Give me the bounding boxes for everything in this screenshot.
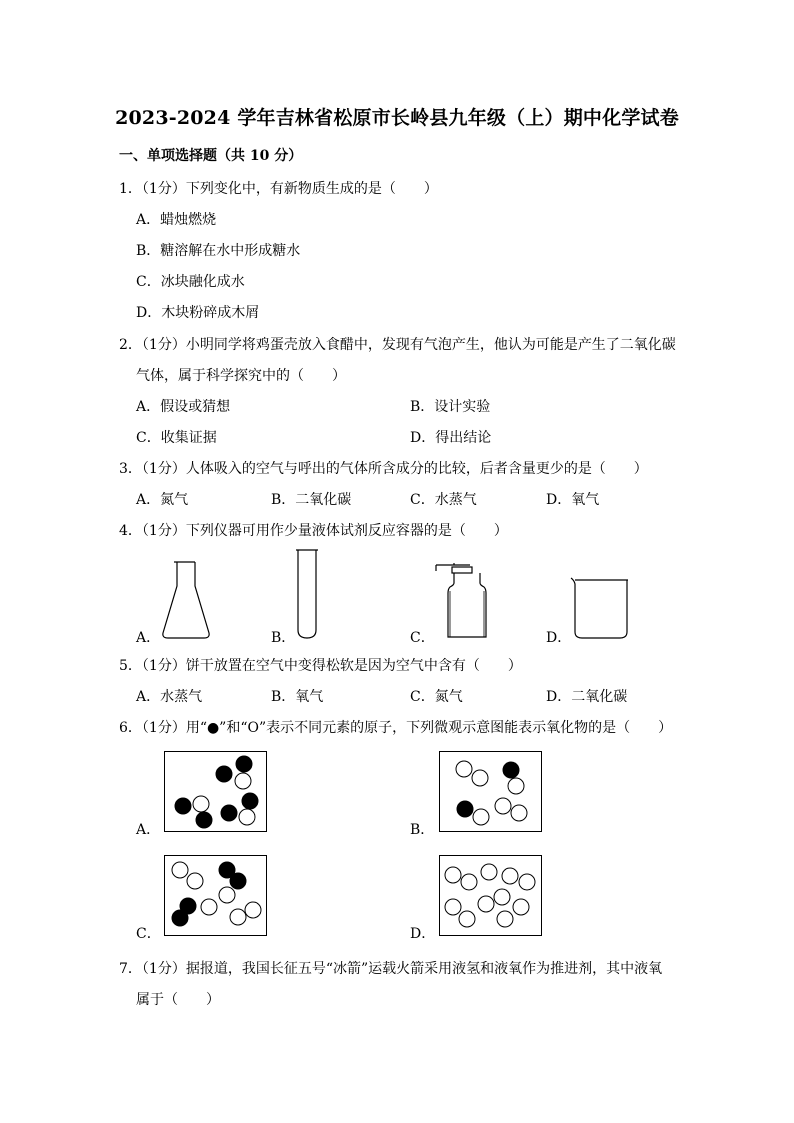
question-7-stem-line1: 7．（1分）据报道，我国长征五号“冰箭”运载火箭采用液氢和液氧作为推进剂，其中液氧 bbox=[119, 961, 663, 977]
question-2-option-c[interactable]: C．收集证据 bbox=[136, 430, 217, 446]
question-4-option-a[interactable]: A． bbox=[136, 630, 161, 646]
question-3-option-b[interactable]: B．二氧化碳 bbox=[271, 492, 352, 508]
question-5-option-a[interactable]: A．水蒸气 bbox=[136, 689, 203, 705]
question-2-option-a[interactable]: A．假设或猜想 bbox=[136, 399, 231, 415]
question-1-option-a[interactable]: A．蜡烛燃烧 bbox=[136, 212, 217, 228]
question-2-stem-line1: 2．（1分）小明同学将鸡蛋壳放入食醋中，发现有气泡产生，他认为可能是产生了二氧化碳 bbox=[119, 337, 676, 353]
question-5-stem: 5．（1分）饼干放置在空气中变得松软是因为空气中含有（ ） bbox=[119, 658, 522, 674]
question-6-stem: 6．（1分）用“●”和“O”表示不同元素的原子，下列微观示意图能表示氧化物的是（ ） bbox=[119, 720, 673, 736]
test-tube-icon bbox=[295, 548, 325, 642]
question-7-stem-line2: 属于（ ） bbox=[136, 992, 220, 1008]
question-1-option-d[interactable]: D．木块粉碎成木屑 bbox=[136, 305, 260, 321]
question-1-option-c[interactable]: C．冰块融化成水 bbox=[136, 274, 245, 290]
question-3-stem: 3．（1分）人体吸入的空气与呼出的气体所含成分的比较，后者含量更少的是（ ） bbox=[119, 461, 648, 477]
question-5-option-b[interactable]: B．氧气 bbox=[271, 689, 324, 705]
question-3-option-c[interactable]: C．水蒸气 bbox=[410, 492, 477, 508]
question-2-option-b[interactable]: B．设计实验 bbox=[410, 399, 491, 415]
section-heading: 一、单项选择题（共 10 分） bbox=[119, 148, 303, 164]
question-5-option-c[interactable]: C．氮气 bbox=[410, 689, 463, 705]
question-4-option-c[interactable]: C． bbox=[410, 630, 435, 646]
question-1-stem: 1．（1分）下列变化中，有新物质生成的是（ ） bbox=[119, 181, 438, 197]
exam-title: 2023-2024 学年吉林省松原市长岭县九年级（上）期中化学试卷 bbox=[115, 107, 679, 129]
question-2-option-d[interactable]: D．得出结论 bbox=[410, 430, 492, 446]
question-6-option-c[interactable]: C． bbox=[136, 926, 161, 942]
particle-diagram-a bbox=[164, 751, 268, 833]
particle-diagram-c bbox=[164, 855, 268, 937]
question-3-option-d[interactable]: D．氧气 bbox=[546, 492, 600, 508]
particle-diagram-d bbox=[439, 855, 543, 937]
question-2-stem-line2: 气体，属于科学探究中的（ ） bbox=[136, 368, 346, 384]
question-1-option-b[interactable]: B．糖溶解在水中形成糖水 bbox=[136, 243, 301, 259]
erlenmeyer-flask-icon bbox=[160, 558, 216, 642]
question-6-option-a[interactable]: A． bbox=[136, 822, 161, 838]
question-5-option-d[interactable]: D．二氧化碳 bbox=[546, 689, 628, 705]
question-3-option-a[interactable]: A．氮气 bbox=[136, 492, 189, 508]
reagent-bottle-icon bbox=[434, 561, 494, 641]
particle-diagram-b bbox=[439, 751, 543, 833]
question-6-option-d[interactable]: D． bbox=[410, 926, 436, 942]
question-6-option-b[interactable]: B． bbox=[410, 822, 435, 838]
beaker-icon bbox=[570, 576, 632, 642]
question-4-option-b[interactable]: B． bbox=[271, 630, 296, 646]
question-4-stem: 4．（1分）下列仪器可用作少量液体试剂反应容器的是（ ） bbox=[119, 523, 508, 539]
question-4-option-d[interactable]: D． bbox=[546, 630, 572, 646]
